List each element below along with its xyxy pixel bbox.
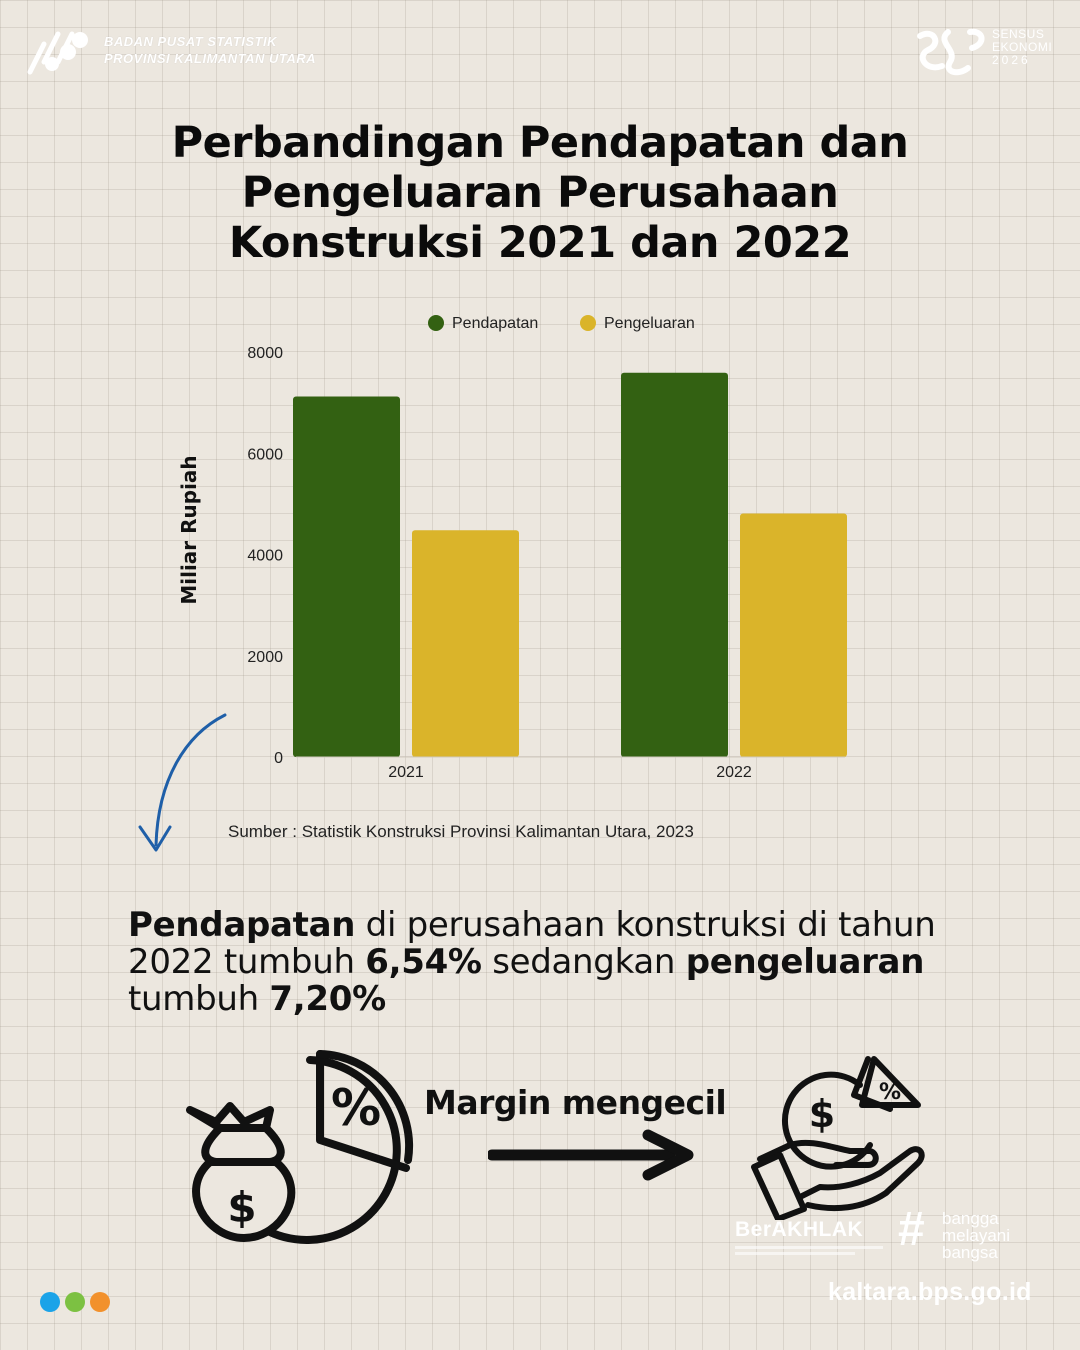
curved-arrow-icon — [130, 705, 240, 865]
y-tick-label: 2000 — [247, 648, 283, 666]
bar-pendapatan-2021 — [293, 397, 400, 757]
hashtag-icon: # — [898, 1203, 925, 1256]
dot-green — [65, 1292, 85, 1312]
svg-text:%: % — [330, 1079, 382, 1137]
statement-bold-4: 7,20% — [269, 979, 386, 1019]
census-line1: SENSUS — [992, 27, 1045, 41]
census-label — [992, 28, 1052, 67]
statement-text-2: sedangkan — [481, 942, 686, 982]
legend-label-pendapatan: Pendapatan — [452, 315, 539, 332]
bangga-line3: bangsa — [942, 1243, 998, 1262]
berakhlak-logo: BerAKHLAK — [735, 1218, 864, 1241]
money-bag-pie-icon — [170, 1050, 420, 1250]
y-tick-label: 0 — [274, 750, 283, 767]
arrow-right-icon — [488, 1125, 698, 1185]
statement-bold-2: 6,54% — [365, 942, 482, 982]
hand-money-icon — [750, 1055, 930, 1220]
bps-logo-icon — [22, 22, 94, 80]
y-tick-label: 8000 — [247, 345, 283, 362]
margin-label: Margin mengecil — [424, 1083, 727, 1122]
statement-text-1: di perusahaan konstruksi di tahun 2022 tumbuh — [128, 905, 936, 982]
bangga-melayani-logo — [942, 1210, 1010, 1261]
decorative-dots — [40, 1292, 115, 1317]
growth-statement — [128, 907, 948, 1018]
agency-line1: BADAN PUSAT STATISTIK — [104, 34, 277, 49]
census-logo-icon — [914, 24, 994, 80]
census-line2: EKONOMI — [992, 40, 1053, 54]
y-tick-label: 4000 — [247, 547, 283, 565]
legend-marker-pengeluaran — [580, 315, 596, 331]
dot-orange — [90, 1292, 110, 1312]
page-title — [60, 118, 1020, 268]
website-url: kaltara.bps.go.id — [828, 1278, 1032, 1306]
agency-name — [104, 33, 316, 67]
bangga-line1: bangga — [942, 1209, 999, 1228]
y-tick-label: 6000 — [247, 446, 283, 464]
x-tick-label: 2021 — [388, 764, 424, 781]
x-tick-label: 2022 — [716, 764, 752, 781]
bar-pendapatan-2022 — [621, 373, 728, 757]
bangga-line2: melayani — [942, 1226, 1011, 1245]
svg-text:$: $ — [227, 1183, 257, 1232]
svg-text:$: $ — [808, 1092, 836, 1136]
statement-bold-3: pengeluaran — [685, 942, 925, 982]
title-line1: Perbandingan Pendapatan dan — [171, 118, 909, 168]
title-line2: Pengeluaran Perusahaan — [241, 168, 839, 218]
dot-blue — [40, 1292, 60, 1312]
legend-label-pengeluaran: Pengeluaran — [604, 315, 695, 332]
census-line3: 2026 — [992, 53, 1031, 67]
statement-text-3: tumbuh — [128, 979, 270, 1019]
agency-line2: PROVINSI KALIMANTAN UTARA — [104, 51, 317, 66]
chart-source: Sumber : Statistik Konstruksi Provinsi Kalimantan Utara, 2023 — [228, 822, 694, 841]
statement-bold-1: Pendapatan — [128, 905, 356, 945]
y-axis-label: Miliar Rupiah — [177, 455, 201, 605]
bar-pengeluaran-2022 — [740, 513, 847, 757]
svg-text:%: % — [878, 1080, 902, 1105]
bar-pengeluaran-2021 — [412, 530, 519, 757]
legend-marker-pendapatan — [428, 315, 444, 331]
berakhlak-tagline-icon — [735, 1244, 885, 1258]
title-line3: Konstruksi 2021 dan 2022 — [228, 218, 852, 268]
